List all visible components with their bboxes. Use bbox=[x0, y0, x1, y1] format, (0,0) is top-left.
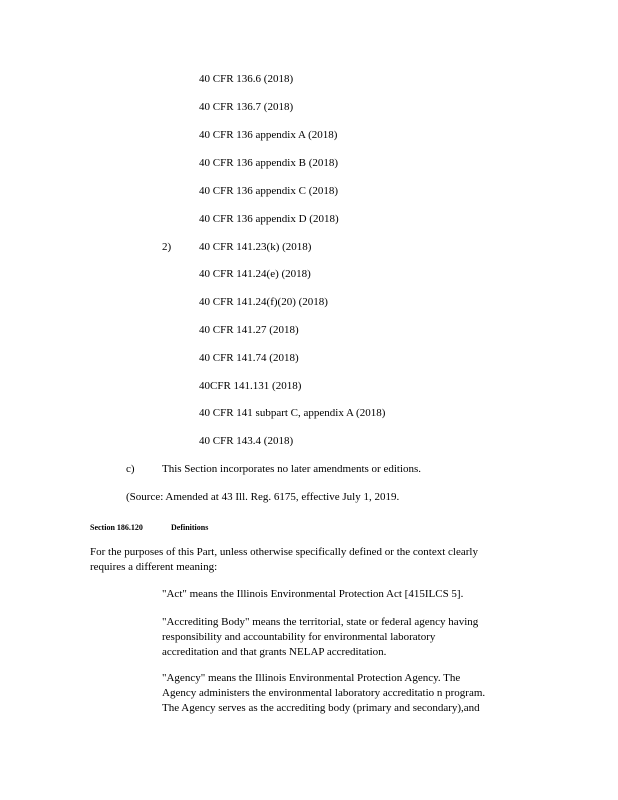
cfr-citation: 40 CFR 136 appendix B (2018) bbox=[199, 157, 339, 169]
definition-agency bbox=[162, 671, 507, 716]
cfr-citation: 40 CFR 136 appendix A (2018) bbox=[199, 129, 338, 141]
cfr-citation: 40 CFR 136 appendix D (2018) bbox=[199, 213, 339, 225]
cfr-citation: 40 CFR 141.24(e) (2018) bbox=[199, 268, 311, 280]
section-title: Definitions bbox=[171, 523, 209, 532]
intro-line: For the purposes of this Part, unless otherwise specifically defined or the context clearly bbox=[90, 546, 478, 558]
list-item-letter: c) bbox=[126, 463, 135, 475]
definition-line: "Agency" means the Illinois Environmental Protection Agency. The bbox=[162, 672, 461, 684]
intro-line: requires a different meaning: bbox=[90, 561, 218, 573]
cfr-citation: 40 CFR 136 appendix C (2018) bbox=[199, 185, 339, 197]
definition-line: The Agency serves as the accrediting body (primary and secondary),and bbox=[162, 702, 480, 714]
definition-line: "Accrediting Body" means the territorial, state or federal agency having bbox=[162, 616, 479, 628]
definition-line: Agency administers the environmental laboratory accreditatio n program. bbox=[162, 687, 486, 699]
cfr-citation: 40 CFR 141 subpart C, appendix A (2018) bbox=[199, 407, 386, 419]
intro-paragraph bbox=[90, 545, 510, 575]
definition-accrediting-body bbox=[162, 615, 507, 660]
list-item-number: 2) bbox=[162, 241, 172, 253]
source-note: (Source: Amended at 43 Ill. Reg. 6175, effective July 1, 2019. bbox=[126, 491, 400, 503]
cfr-citation: 40 CFR 136.7 (2018) bbox=[199, 101, 294, 113]
cfr-citation: 40 CFR 143.4 (2018) bbox=[199, 435, 294, 447]
cfr-citation: 40 CFR 141.24(f)(20) (2018) bbox=[199, 296, 328, 308]
cfr-citation: 40 CFR 141.74 (2018) bbox=[199, 352, 299, 364]
definition-line: responsibility and accountability for environmental laboratory bbox=[162, 631, 436, 643]
cfr-citation: 40 CFR 141.27 (2018) bbox=[199, 324, 299, 336]
cfr-citation: 40 CFR 136.6 (2018) bbox=[199, 73, 294, 85]
section-number: Section 186.120 bbox=[90, 523, 143, 532]
definition-act bbox=[162, 587, 492, 602]
definition-line: "Act" means the Illinois Environmental Protection Act [415ILCS 5]. bbox=[162, 588, 464, 600]
item-c-text: This Section incorporates no later amendments or editions. bbox=[162, 463, 422, 475]
definition-line: accreditation and that grants NELAP accreditation. bbox=[162, 646, 387, 658]
cfr-citation: 40 CFR 141.23(k) (2018) bbox=[199, 241, 312, 253]
cfr-citation: 40CFR 141.131 (2018) bbox=[199, 380, 302, 392]
